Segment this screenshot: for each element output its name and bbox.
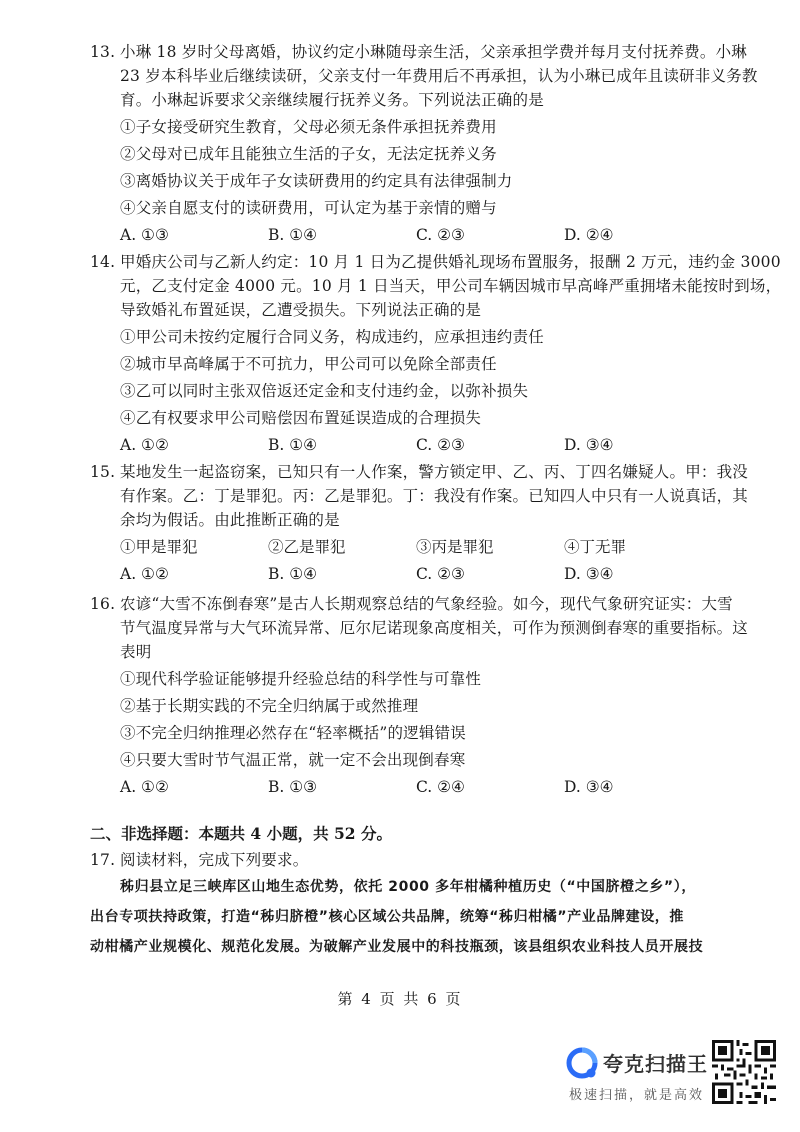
option-c: C. ②③ [416, 226, 465, 244]
question-stem-line: 农谚“大雪不冻倒春寒”是古人长期观察总结的气象经验。如今，现代气象研究证实：大雪 [120, 595, 733, 613]
question-stem-line: 表明 [120, 643, 152, 661]
page-footer: 第 4 页 共 6 页 [337, 990, 463, 1008]
statement: ③乙可以同时主张双倍返还定金和支付违约金，以弥补损失 [120, 382, 529, 400]
question-number: 14. [90, 253, 116, 271]
material-line: 秭归县立足三峡库区山地生态优势，依托 2000 多年柑橘种植历史（“中国脐橙之乡”）， [120, 879, 696, 895]
option-a: A. ①③ [120, 226, 169, 244]
question-stem-line: 甲婚庆公司与乙新人约定：10 月 1 日为乙提供婚礼现场布置服务，报酬 2 万元，违约金 3000 [120, 253, 781, 271]
option-b: B. ①④ [268, 565, 318, 583]
answer-options [90, 562, 720, 586]
question-number: 17. [90, 851, 116, 869]
section-title: 二、非选择题：本题共 4 小题，共 52 分。 [90, 824, 392, 843]
option-c: C. ②③ [416, 436, 465, 454]
app-name: 夸克扫描王 [603, 1052, 708, 1076]
question-14 [90, 250, 782, 457]
statement: ②父母对已成年且能独立生活的子女，无法定抚养义务 [120, 145, 497, 163]
statement: ③不完全归纳推理必然存在“轻率概括”的逻辑错误 [120, 724, 466, 742]
question-stem-line: 23 岁本科毕业后继续读研，父亲支付一年费用后不再承担，认为小琳已成年且读研非义务教 [120, 67, 758, 85]
option-a: A. ①② [120, 565, 169, 583]
option-d: D. ③④ [564, 565, 614, 583]
question-stem-line: 某地发生一起盗窃案，已知只有一人作案，警方锁定甲、乙、丙、丁四名嫌疑人。甲：我没 [120, 463, 749, 481]
option-a: A. ①② [120, 778, 169, 796]
question-stem-line: 节气温度异常与大气环流异常、厄尔尼诺现象高度相关，可作为预测倒春寒的重要指标。这 [120, 619, 749, 637]
option-b: B. ①④ [268, 436, 318, 454]
material-line: 动柑橘产业规模化、规范化发展。为破解产业发展中的科技瓶颈，该县组织农业科技人员开展技 [90, 939, 704, 955]
statement: ④丁无罪 [564, 538, 627, 556]
quark-logo-icon [565, 1046, 599, 1080]
question-13 [90, 40, 758, 247]
option-b: B. ①③ [268, 778, 318, 796]
question-number: 13. [90, 43, 116, 61]
option-d: D. ③④ [564, 436, 614, 454]
statement: ②乙是罪犯 [268, 538, 346, 556]
scanner-watermark [565, 1042, 708, 1112]
question-number: 16. [90, 595, 116, 613]
question-15 [90, 460, 749, 586]
statement: ③丙是罪犯 [416, 538, 494, 556]
option-a: A. ①② [120, 436, 169, 454]
answer-options [90, 223, 720, 247]
option-b: B. ①④ [268, 226, 318, 244]
qr-code-icon [712, 1040, 776, 1104]
statement: ④乙有权要求甲公司赔偿因布置延误造成的合理损失 [120, 409, 482, 427]
option-d: D. ③④ [564, 778, 614, 796]
statement: ②城市早高峰属于不可抗力，甲公司可以免除全部责任 [120, 355, 497, 373]
question-stem-line: 元，乙支付定金 4000 元。10 月 1 日当天，甲公司车辆因城市早高峰严重拥堵未能按时到场， [120, 277, 782, 295]
question-stem-line: 小琳 18 岁时父母离婚，协议约定小琳随母亲生活，父亲承担学费并每月支付抚养费。小琳 [120, 43, 747, 61]
material-line: 出台专项扶持政策，打造“秭归脐橙”核心区域公共品牌，统筹“秭归柑橘”产业品牌建设，推 [90, 909, 685, 925]
option-d: D. ②④ [564, 226, 614, 244]
statement-row [90, 535, 720, 559]
question-prompt: 阅读材料，完成下列要求。 [120, 851, 309, 869]
statement: ④父亲自愿支付的读研费用，可认定为基于亲情的赠与 [120, 199, 497, 217]
statement: ②基于长期实践的不完全归纳属于或然推理 [120, 697, 419, 715]
question-stem-line: 导致婚礼布置延误，乙遭受损失。下列说法正确的是 [120, 301, 482, 319]
question-17 [90, 848, 720, 872]
statement: ①子女接受研究生教育，父母必须无条件承担抚养费用 [120, 118, 497, 136]
question-stem-line: 育。小琳起诉要求父亲继续履行抚养义务。下列说法正确的是 [120, 91, 544, 109]
answer-options [90, 775, 720, 799]
question-stem-line: 有作案。乙：丁是罪犯。丙：乙是罪犯。丁：我没有作案。已知四人中只有一人说真话，其 [120, 487, 749, 505]
statement: ④只要大雪时节气温正常，就一定不会出现倒春寒 [120, 751, 466, 769]
question-number: 15. [90, 463, 116, 481]
option-c: C. ②③ [416, 565, 465, 583]
answer-options [90, 433, 720, 457]
statement: ①现代科学验证能够提升经验总结的科学性与可靠性 [120, 670, 482, 688]
reading-material [90, 872, 720, 962]
statement: ①甲公司未按约定履行合同义务，构成违约，应承担违约责任 [120, 328, 544, 346]
question-stem-line: 余均为假话。由此推断正确的是 [120, 511, 340, 529]
statement: ③离婚协议关于成年子女读研费用的约定具有法律强制力 [120, 172, 513, 190]
app-slogan: 极速扫描，就是高效 [569, 1088, 705, 1103]
statement: ①甲是罪犯 [120, 538, 198, 556]
option-c: C. ②④ [416, 778, 465, 796]
question-16 [90, 592, 749, 799]
